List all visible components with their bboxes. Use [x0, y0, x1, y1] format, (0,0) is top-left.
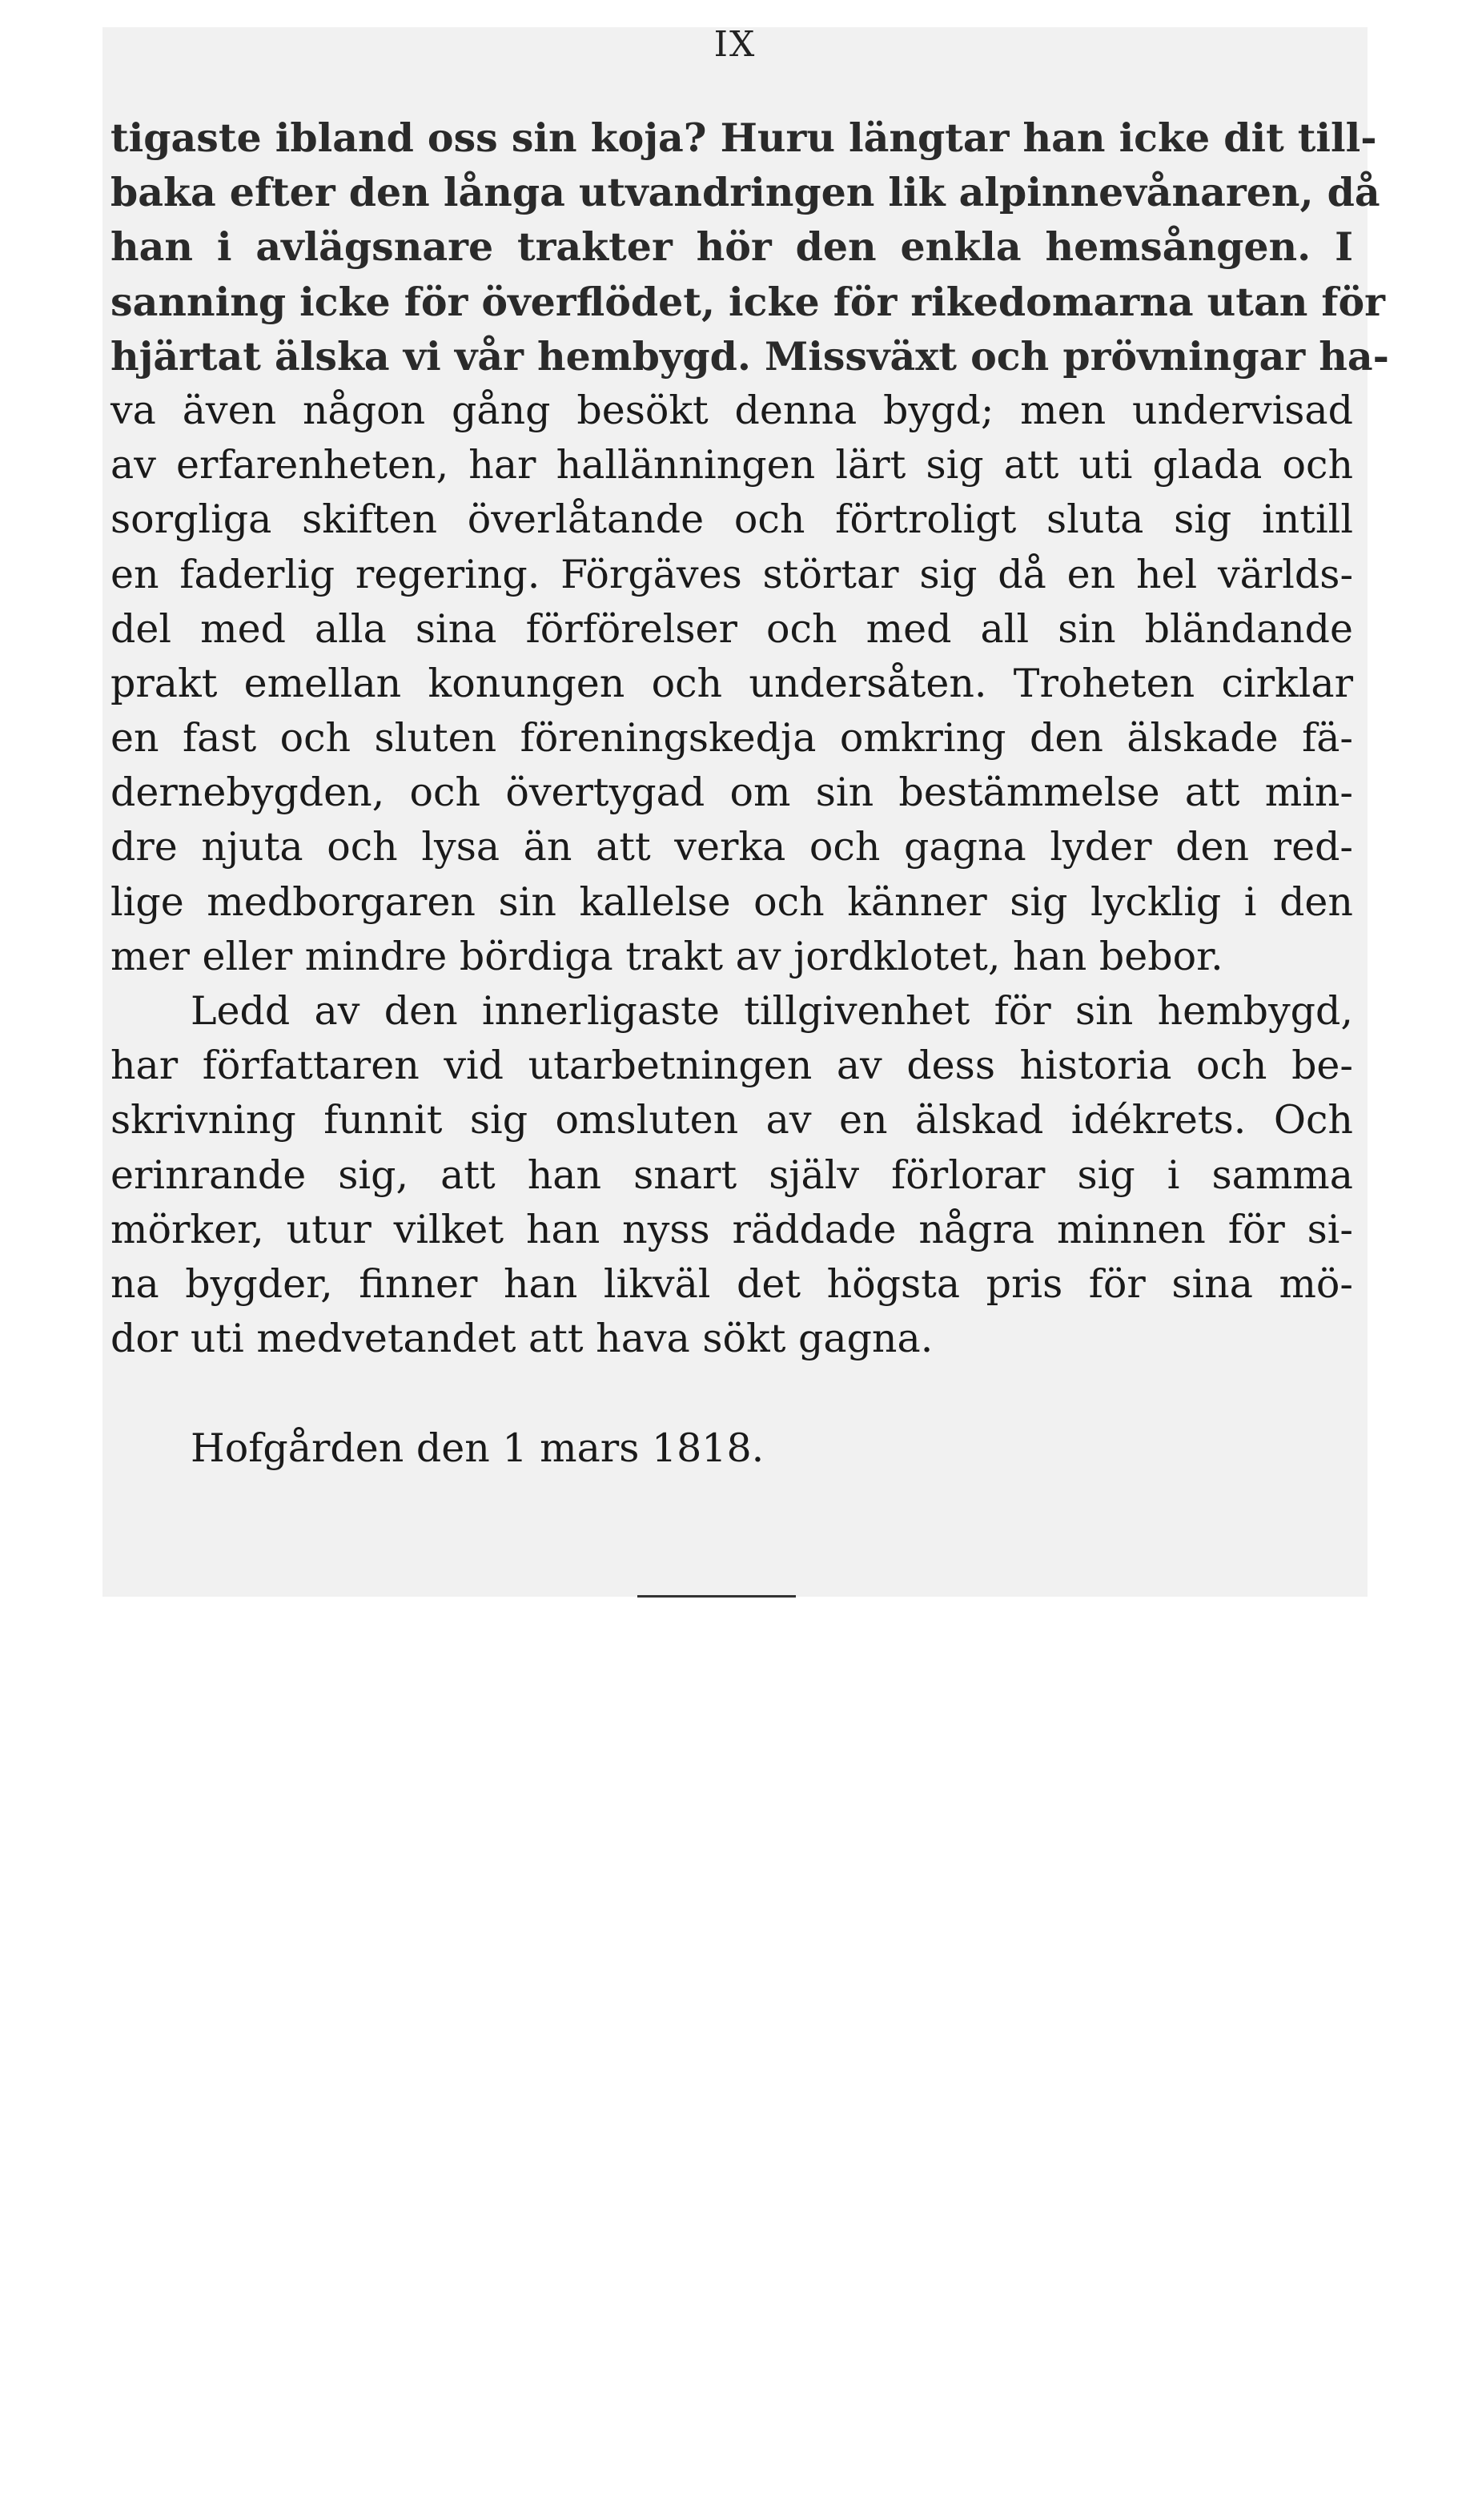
text-line: har författaren vid utarbetningen av dess historia och be- [110, 1043, 1353, 1089]
text-line: sanning icke för överflödet, icke för rikedomarna utan för [110, 278, 1385, 325]
text-line: erinrande sig, att han snart själv förlorar sig i samma [110, 1151, 1353, 1198]
page-number: IX [713, 24, 757, 65]
body-text [110, 111, 1390, 1366]
text-line: del med alla sina förförelser och med all sin bländande [110, 605, 1353, 652]
text-line: han i avlägsnare trakter hör den enkla hemsången. I [110, 223, 1353, 271]
text-line: sorgliga skiften överlåtande och förtroligt sluta sig intill [110, 496, 1353, 543]
text-line: va även någon gång besökt denna bygd; men undervisad [110, 387, 1353, 433]
text-line: hjärtat älska vi vår hembygd. Missväxt och prövningar ha- [110, 332, 1390, 380]
text-line: na bygder, finner han likväl det högsta pris för sina mö- [110, 1260, 1353, 1307]
text-line: baka efter den långa utvandringen lik alpinnevånaren, då [110, 169, 1380, 216]
text-line: dor uti medvetandet att hava sökt gagna. [110, 1316, 934, 1362]
text-line: Ledd av den innerligaste tillgivenhet för sin hembygd, [191, 988, 1353, 1034]
text-line: lige medborgaren sin kallelse och känner sig lycklig i den [110, 878, 1353, 925]
text-line: en faderlig regering. Förgäves störtar sig då en hel världs- [110, 551, 1353, 597]
text-line: en fast och sluten föreningskedja omkring den älskade fä- [110, 715, 1353, 762]
text-line: skrivning funnit sig omsluten av en älskad idékrets. Och [110, 1097, 1353, 1143]
text-line: prakt emellan konungen och undersåten. Troheten cirklar [110, 660, 1353, 706]
text-line: dernebygden, och övertygad om sin bestämmelse att min- [110, 770, 1353, 816]
end-rule-divider [637, 1595, 796, 1598]
text-line: av erfarenheten, har hallänningen lärt sig att uti glada och [110, 442, 1353, 488]
text-line: tigaste ibland oss sin koja? Huru längtar han icke dit till- [110, 115, 1377, 161]
text-line: mer eller mindre bördiga trakt av jordklotet, han bebor. [110, 933, 1223, 979]
text-line: dre njuta och lysa än att verka och gagna lyder den red- [110, 824, 1353, 870]
text-line: mörker, utur vilket han nyss räddade några minnen för si- [110, 1206, 1353, 1252]
signature-line: Hofgården den 1 mars 1818. [191, 1425, 765, 1471]
